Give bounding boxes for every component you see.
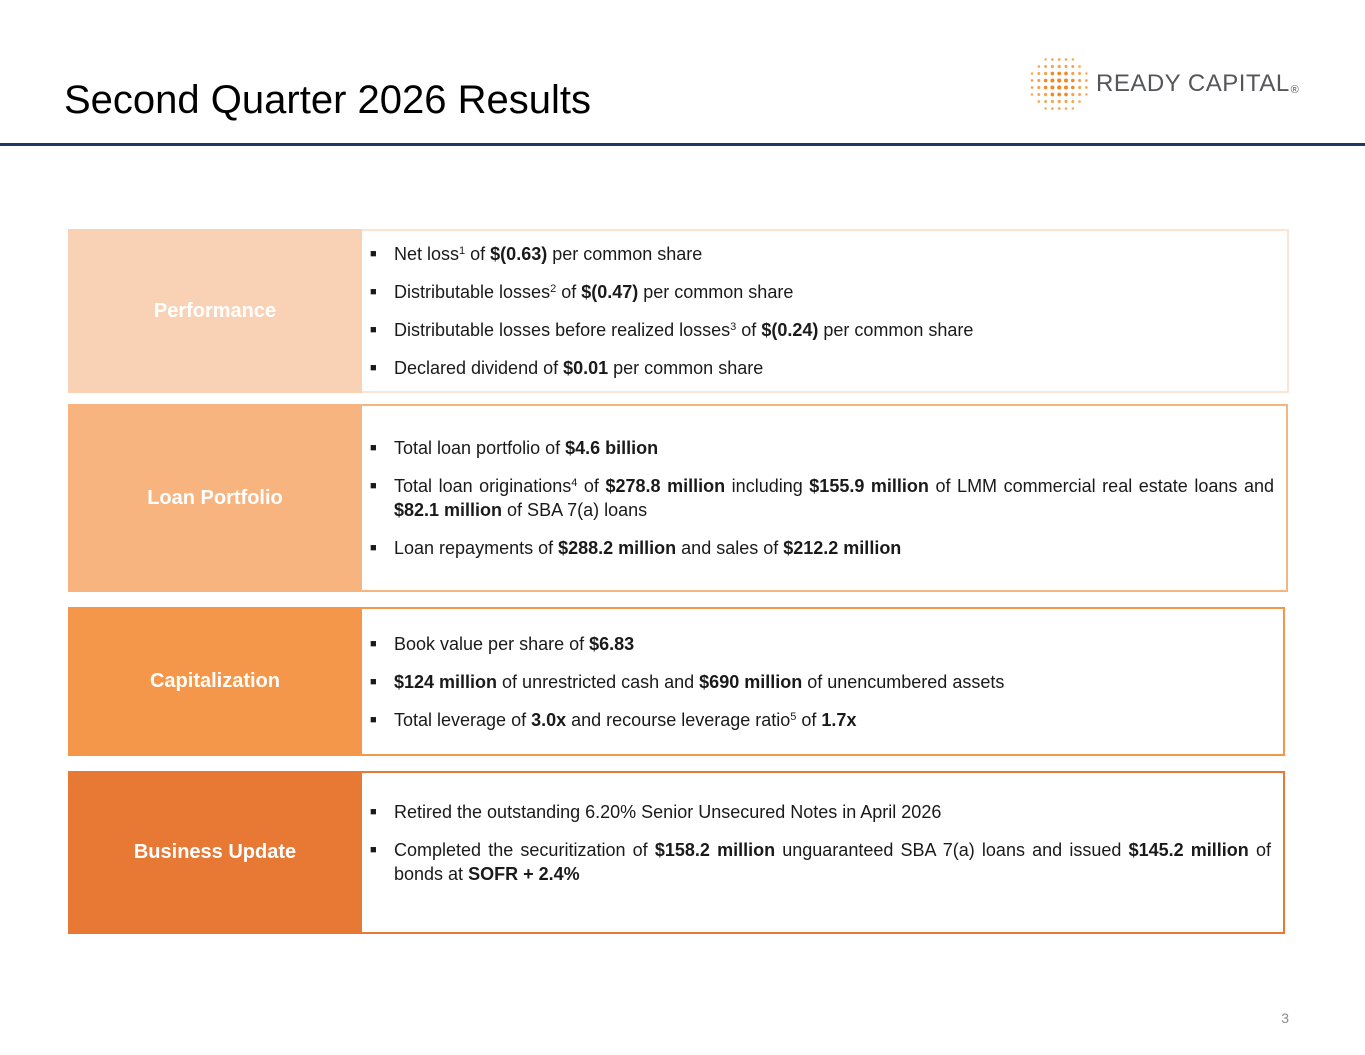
- bullet-square-icon: ■: [370, 843, 377, 856]
- bullet-value: $(0.63): [490, 244, 548, 264]
- logo-dot: [1044, 65, 1047, 68]
- logo-dot: [1057, 78, 1061, 82]
- logo-dot: [1050, 85, 1054, 89]
- logo-dot: [1031, 72, 1034, 75]
- logo-text: READY CAPITAL®: [1096, 70, 1300, 97]
- footnote-marker: 2: [550, 283, 557, 295]
- logo-dot: [1037, 93, 1040, 96]
- logo-dot: [1051, 65, 1054, 68]
- logo-dot: [1065, 58, 1068, 61]
- bullet-text-run: of: [465, 244, 491, 264]
- bullet-text-run: and recourse leverage ratio: [566, 709, 791, 730]
- logo-dot: [1071, 93, 1074, 96]
- logo-dot: [1051, 100, 1054, 103]
- bullet-text: [394, 356, 1275, 380]
- section-label-loan-portfolio: Loan Portfolio: [68, 404, 362, 592]
- logo-dot: [1031, 79, 1034, 82]
- section-body-loan-portfolio: [362, 404, 1288, 592]
- logo-dot: [1085, 72, 1087, 74]
- bullet-square-icon: ■: [370, 542, 377, 554]
- bullet-item: [370, 280, 1275, 304]
- footnote-marker: 3: [730, 321, 737, 333]
- logo-dot: [1051, 107, 1054, 110]
- logo-dot: [1057, 72, 1061, 76]
- bullet-text-run: including: [725, 476, 810, 496]
- logo-dot: [1037, 65, 1040, 68]
- bullet-text-run: Total loan portfolio of: [394, 438, 566, 458]
- logo-dot: [1051, 72, 1055, 76]
- logo-dot: [1037, 100, 1040, 103]
- bullet-item: [370, 838, 1271, 886]
- section-business-update: [68, 771, 1285, 934]
- bullet-value: $212.2 million: [783, 538, 902, 558]
- logo-dot: [1050, 78, 1054, 82]
- logo-dot: [1078, 93, 1081, 96]
- bullet-text-run: of unrestricted cash and: [497, 671, 700, 692]
- logo-dot: [1071, 100, 1074, 103]
- bullet-text-run: Declared dividend of: [394, 358, 564, 378]
- bullet-value: $4.6 billion: [565, 438, 659, 458]
- bullet-text-run: Book value per share of: [394, 633, 590, 654]
- logo-dot: [1064, 85, 1068, 89]
- logo-dot: [1085, 86, 1088, 89]
- bullet-square-icon: ■: [370, 637, 377, 650]
- bullet-item: [370, 536, 1274, 560]
- bullet-item: [370, 708, 1271, 732]
- bullet-text: [394, 708, 1271, 732]
- bullet-item: [370, 800, 1271, 824]
- bullet-text-run: of: [736, 320, 762, 340]
- bullet-text-run: per common share: [638, 282, 794, 302]
- section-body-capitalization: [362, 607, 1285, 756]
- bullet-item: [370, 318, 1275, 342]
- bullet-value: $288.2 million: [558, 538, 677, 558]
- section-capitalization: [68, 607, 1285, 756]
- bullet-text-run: per common share: [608, 358, 764, 378]
- logo-dot: [1071, 86, 1075, 90]
- bullet-text: [394, 474, 1274, 522]
- bullet-text-run: Total leverage of: [394, 709, 532, 730]
- bullet-text-run: of LMM commercial real estate loans and: [928, 476, 1274, 496]
- section-body-business-update: [362, 771, 1285, 934]
- logo-dot: [1037, 86, 1040, 89]
- logo-dot: [1044, 72, 1047, 75]
- bullet-square-icon: ■: [370, 442, 377, 454]
- bullet-text-run: of bonds at: [394, 839, 1271, 884]
- bullet-value: 1.7x: [821, 709, 857, 730]
- logo-dot: [1044, 100, 1047, 103]
- logo-dot: [1058, 100, 1061, 103]
- logo-dot: [1085, 93, 1087, 95]
- bullet-text-run: Distributable losses: [394, 282, 551, 302]
- section-label-capitalization: Capitalization: [68, 607, 362, 756]
- logo-dot: [1064, 93, 1068, 97]
- bullet-text: [394, 280, 1275, 304]
- bullet-value: 3.0x: [531, 709, 567, 730]
- logo-dot: [1044, 58, 1046, 60]
- bullet-text: [394, 318, 1275, 342]
- bullet-item: [370, 670, 1271, 694]
- bullet-value: $0.01: [563, 358, 609, 378]
- bullet-text-run: and sales of: [676, 538, 784, 558]
- logo-registered-mark: ®: [1290, 84, 1300, 96]
- footnote-marker: 5: [790, 710, 797, 723]
- bullet-text-run: of: [577, 476, 606, 496]
- bullet-value: SOFR + 2.4%: [468, 863, 580, 884]
- logo-dot: [1057, 93, 1061, 97]
- bullet-text: [394, 800, 1271, 824]
- page-number: 3: [1281, 1010, 1289, 1026]
- section-label-performance: Performance: [68, 229, 362, 393]
- logo-dot: [1078, 72, 1081, 75]
- bullet-value: $278.8 million: [605, 476, 726, 496]
- bullet-text-run: Loan repayments of: [394, 538, 559, 558]
- logo-dot: [1051, 93, 1055, 97]
- bullet-item: [370, 436, 1274, 460]
- logo-dot: [1064, 78, 1068, 82]
- logo-dot: [1044, 79, 1048, 83]
- bullet-text-run: of: [556, 282, 582, 302]
- bullet-text: [394, 632, 1271, 656]
- logo-dot: [1037, 72, 1040, 75]
- bullet-text: [394, 242, 1275, 266]
- bullet-value: $(0.47): [581, 282, 639, 302]
- bullet-text-run: unguaranteed SBA 7(a) loans and issued: [775, 839, 1129, 860]
- bullet-text-run: of: [796, 709, 822, 730]
- bullet-value: $82.1 million: [394, 500, 503, 520]
- bullet-text: [394, 670, 1271, 694]
- logo-dot: [1058, 65, 1061, 68]
- bullet-square-icon: ■: [370, 480, 377, 492]
- logo-dot: [1072, 58, 1074, 60]
- bullet-item: [370, 242, 1275, 266]
- bullet-value: $155.9 million: [809, 476, 929, 496]
- logo-dot: [1064, 100, 1067, 103]
- logo-dot: [1044, 107, 1046, 109]
- logo-dot: [1078, 86, 1081, 89]
- logo-dot: [1064, 65, 1067, 68]
- section-label-business-update: Business Update: [68, 771, 362, 934]
- logo-dot: [1058, 107, 1061, 110]
- ready-capital-logo: [1028, 56, 1299, 112]
- bullet-text: [394, 838, 1271, 886]
- logo-dot: [1051, 58, 1054, 61]
- bullet-item: [370, 474, 1274, 522]
- section-loan-portfolio: [68, 404, 1288, 592]
- bullet-square-icon: ■: [370, 248, 377, 260]
- bullet-text-run: Total loan originations: [394, 476, 572, 496]
- footnote-marker: 4: [571, 477, 578, 489]
- bullet-text-run: Retired the outstanding 6.20% Senior Unsecured Notes in April 2026: [394, 801, 942, 822]
- logo-dot: [1031, 93, 1034, 96]
- logo-dot: [1085, 79, 1088, 82]
- section-body-performance: [362, 229, 1289, 393]
- page-title: Second Quarter 2026 Results: [64, 78, 591, 122]
- bullet-square-icon: ■: [370, 805, 377, 818]
- logo-dot-grid-icon: [1028, 56, 1090, 112]
- logo-dot: [1072, 107, 1074, 109]
- bullet-item: [370, 632, 1271, 656]
- bullet-text-run: Net loss: [394, 244, 460, 264]
- bullet-square-icon: ■: [370, 324, 377, 336]
- logo-dot: [1065, 107, 1068, 110]
- bullet-text-run: Distributable losses before realized losses: [394, 320, 731, 340]
- logo-dot: [1078, 65, 1081, 68]
- bullet-square-icon: ■: [370, 362, 377, 374]
- logo-dot: [1037, 79, 1040, 82]
- footnote-marker: 1: [459, 245, 466, 257]
- bullet-value: $145.2 million: [1128, 839, 1249, 860]
- bullet-value: $124 million: [394, 671, 498, 692]
- logo-dot: [1078, 100, 1081, 103]
- bullet-square-icon: ■: [370, 675, 377, 688]
- bullet-text-run: per common share: [818, 320, 974, 340]
- bullet-text-run: of SBA 7(a) loans: [502, 500, 648, 520]
- logo-dot: [1078, 79, 1081, 82]
- logo-dot: [1031, 86, 1034, 89]
- logo-dot: [1064, 72, 1068, 76]
- bullet-text: [394, 536, 1274, 560]
- bullet-square-icon: ■: [370, 286, 377, 298]
- logo-dot: [1071, 65, 1074, 68]
- bullet-item: [370, 356, 1275, 380]
- bullet-value: $(0.24): [761, 320, 819, 340]
- logo-dot: [1071, 72, 1074, 75]
- section-performance: [68, 229, 1289, 393]
- bullet-value: $158.2 million: [654, 839, 776, 860]
- logo-dot: [1044, 93, 1047, 96]
- bullet-text: [394, 436, 1274, 460]
- bullet-text-run: of unencumbered assets: [802, 671, 1005, 692]
- bullet-text-run: Completed the securitization of: [394, 839, 655, 860]
- logo-dot: [1071, 79, 1075, 83]
- bullet-value: $690 million: [699, 671, 803, 692]
- bullet-value: $6.83: [589, 633, 635, 654]
- bullet-text-run: per common share: [547, 244, 703, 264]
- logo-dot: [1058, 58, 1061, 61]
- logo-dot: [1044, 86, 1048, 90]
- bullet-square-icon: ■: [370, 713, 377, 726]
- logo-dot: [1057, 85, 1061, 89]
- header-divider: [0, 143, 1365, 146]
